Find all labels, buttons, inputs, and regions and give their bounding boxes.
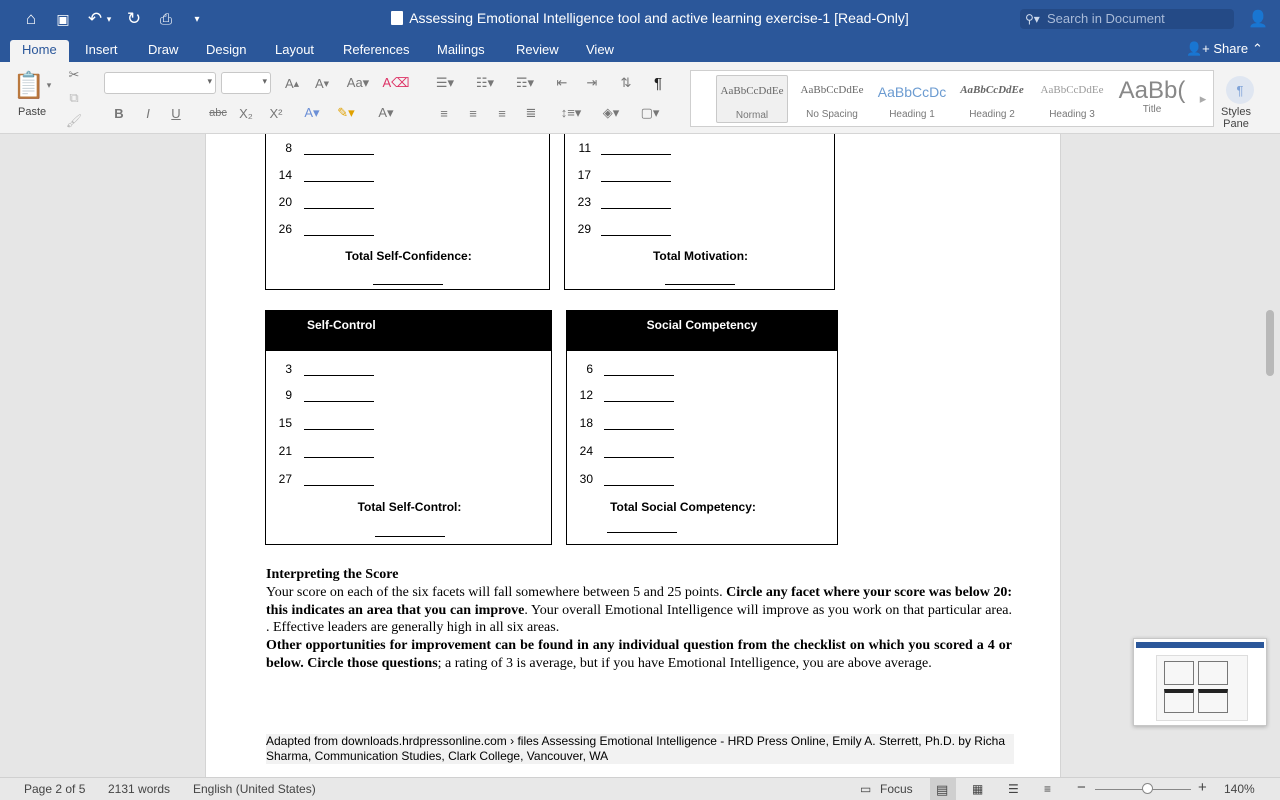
status-bar bbox=[0, 777, 1280, 800]
collapse-ribbon-icon[interactable]: ⌃ bbox=[1252, 41, 1263, 56]
question-number: 12 bbox=[579, 388, 593, 402]
text-run: . Your overall Emotional Intelligence will improve as you work on that particular area. . Effective leaders are generally high in all six areas. bbox=[266, 602, 1013, 635]
answer-line[interactable] bbox=[601, 154, 671, 155]
total-motivation-label: Total Motivation: bbox=[652, 249, 749, 263]
total-line[interactable] bbox=[375, 536, 445, 537]
answer-line[interactable] bbox=[604, 457, 674, 458]
answer-line[interactable] bbox=[601, 235, 671, 236]
style-name: Normal bbox=[735, 110, 769, 121]
self-control-header bbox=[266, 311, 551, 351]
text-run-bold: Circle any facet where your score was below 20: this indicates an area that you can improve bbox=[266, 585, 1012, 618]
customize-toolbar-icon[interactable]: ▾ bbox=[194, 13, 200, 25]
tab-home[interactable]: Home bbox=[10, 40, 69, 62]
word-count[interactable]: 2131 words bbox=[108, 782, 171, 796]
answer-line[interactable] bbox=[604, 375, 674, 376]
bullets-icon[interactable]: ☰▾ bbox=[435, 75, 455, 90]
sort-icon[interactable]: ⇅ bbox=[620, 75, 632, 90]
thumbnail-box bbox=[1198, 661, 1228, 685]
title-bar bbox=[0, 0, 1280, 38]
answer-line[interactable] bbox=[601, 181, 671, 182]
align-left-icon[interactable]: ≡ bbox=[440, 105, 448, 121]
interpreting-paragraph-1 bbox=[266, 584, 1012, 637]
line-spacing-icon[interactable]: ↕≡▾ bbox=[560, 105, 582, 120]
question-number: 17 bbox=[577, 168, 591, 182]
interpreting-heading: Interpreting the Score bbox=[266, 567, 399, 582]
social-competency-box bbox=[566, 310, 838, 545]
answer-line[interactable] bbox=[304, 235, 374, 236]
style-sample: AaBbCcDdEe bbox=[1040, 84, 1104, 96]
question-number: 9 bbox=[285, 388, 292, 402]
question-number: 14 bbox=[278, 168, 292, 182]
search-input[interactable] bbox=[1020, 9, 1234, 29]
question-number: 24 bbox=[579, 444, 593, 458]
style-sample: AaBb( bbox=[1118, 77, 1186, 103]
undo-icon[interactable]: ↶ bbox=[87, 9, 103, 28]
question-number: 29 bbox=[577, 222, 591, 236]
justify-icon[interactable]: ≣ bbox=[525, 105, 537, 120]
zoom-slider-handle[interactable] bbox=[1142, 783, 1153, 794]
question-number: 23 bbox=[577, 195, 591, 209]
highlight-icon[interactable]: ✎▾ bbox=[337, 105, 355, 120]
question-number: 11 bbox=[578, 141, 591, 155]
answer-line[interactable] bbox=[604, 401, 674, 402]
language[interactable]: English (United States) bbox=[193, 782, 316, 796]
align-right-icon[interactable]: ≡ bbox=[498, 105, 506, 121]
style-sample: AaBbCcDc bbox=[877, 84, 947, 100]
thumbnail-box bbox=[1164, 661, 1194, 685]
window-title-wrap bbox=[330, 10, 970, 26]
question-number: 6 bbox=[586, 362, 593, 376]
answer-line[interactable] bbox=[304, 181, 374, 182]
search-icon: ⚲▾ bbox=[1025, 12, 1040, 26]
focus-button[interactable]: Focus bbox=[880, 782, 913, 796]
thumbnail-box bbox=[1164, 689, 1194, 713]
text-run: Your score on each of the six facets will fall somewhere between 5 and 25 points. bbox=[266, 585, 727, 600]
zoom-out-icon[interactable]: − bbox=[1077, 779, 1086, 796]
styles-pane-icon[interactable]: ¶ bbox=[1226, 76, 1254, 104]
print-layout-glyph-icon: ▤ bbox=[936, 782, 949, 797]
self-control-title: Self-Control bbox=[307, 318, 376, 332]
change-case-icon[interactable]: Aa▾ bbox=[346, 75, 370, 90]
tab-draw[interactable]: Draw bbox=[148, 42, 179, 57]
paste-label: Paste bbox=[18, 106, 47, 118]
text-run-bold: Other opportunities for improvement can be found in any individual question from the checklist on which you scored a 4 or below. Circle those questions bbox=[266, 638, 1012, 671]
account-icon[interactable]: 👤 bbox=[1248, 11, 1268, 28]
redo-icon[interactable]: ↻ bbox=[126, 9, 142, 28]
question-number: 15 bbox=[278, 416, 292, 430]
align-center-icon[interactable]: ≡ bbox=[469, 105, 477, 121]
tab-design[interactable]: Design bbox=[206, 42, 247, 57]
style-title[interactable] bbox=[1116, 75, 1188, 123]
total-self-control-label: Total Self-Control: bbox=[357, 500, 462, 514]
increase-indent-icon[interactable]: ⇥ bbox=[586, 75, 598, 90]
text-effects-icon[interactable]: A▾ bbox=[304, 105, 320, 120]
answer-line[interactable] bbox=[601, 208, 671, 209]
answer-line[interactable] bbox=[304, 485, 374, 486]
numbering-icon[interactable]: ☷▾ bbox=[475, 75, 495, 90]
ribbon-tabs bbox=[0, 38, 1280, 62]
style-heading-2[interactable] bbox=[956, 75, 1028, 123]
motivation-box bbox=[564, 134, 835, 290]
text-run: ; a rating of 3 is average, but if you have Emotional Intelligence, you are above average. bbox=[437, 655, 932, 671]
save-icon[interactable]: ▣ bbox=[56, 10, 70, 27]
add-person-icon: 👤+ bbox=[1186, 41, 1214, 56]
print-icon[interactable]: ⎙ bbox=[159, 10, 172, 28]
total-line[interactable] bbox=[665, 284, 735, 285]
multilevel-list-icon[interactable]: ☶▾ bbox=[515, 75, 535, 90]
style-normal[interactable] bbox=[716, 75, 788, 123]
borders-icon[interactable]: ▢▾ bbox=[640, 105, 660, 120]
paste-dropdown-icon[interactable]: ▾ bbox=[46, 79, 52, 90]
window-title: Assessing Emotional Intelligence tool and active learning exercise-1 [Read-Only] bbox=[409, 10, 909, 26]
share-button[interactable] bbox=[1186, 41, 1248, 57]
question-number: 8 bbox=[285, 141, 292, 155]
ribbon bbox=[0, 62, 1280, 134]
answer-line[interactable] bbox=[604, 429, 674, 430]
document-icon bbox=[391, 11, 403, 25]
home-icon[interactable]: ⌂ bbox=[25, 9, 37, 28]
style-heading-1[interactable] bbox=[876, 75, 948, 123]
shading-icon[interactable]: ◈▾ bbox=[602, 105, 620, 120]
self-confidence-box bbox=[265, 134, 550, 290]
styles-pane-label[interactable]: Styles Pane bbox=[1221, 106, 1251, 130]
superscript-icon[interactable]: X² bbox=[269, 105, 283, 121]
font-color-icon[interactable]: A▾ bbox=[378, 105, 394, 120]
question-number: 18 bbox=[579, 416, 593, 430]
clear-formatting-icon[interactable]: A⌫ bbox=[382, 75, 410, 90]
font-size-dropdown[interactable] bbox=[221, 72, 271, 94]
answer-line[interactable] bbox=[304, 208, 374, 209]
tab-review[interactable]: Review bbox=[516, 42, 559, 57]
style-name: Heading 2 bbox=[969, 109, 1015, 120]
question-number: 27 bbox=[278, 472, 292, 486]
answer-line[interactable] bbox=[304, 457, 374, 458]
question-number: 26 bbox=[278, 222, 292, 236]
answer-line[interactable] bbox=[304, 401, 374, 402]
styles-gallery bbox=[690, 70, 1214, 127]
page-count[interactable]: Page 2 of 5 bbox=[24, 782, 86, 796]
tab-insert[interactable]: Insert bbox=[85, 42, 118, 57]
self-control-box bbox=[265, 310, 552, 545]
interpreting-paragraph-2 bbox=[266, 637, 1012, 672]
italic-icon[interactable]: I bbox=[146, 105, 150, 121]
thumbnail-titlebar bbox=[1136, 642, 1264, 648]
show-formatting-marks-icon[interactable]: ¶ bbox=[653, 74, 663, 92]
tab-layout[interactable]: Layout bbox=[275, 42, 315, 57]
question-number: 30 bbox=[579, 472, 593, 486]
styles-more-icon[interactable]: ▸ bbox=[1199, 91, 1207, 106]
thumbnail-box bbox=[1198, 689, 1228, 713]
copy-icon[interactable]: ⧉ bbox=[69, 90, 79, 105]
style-no-spacing[interactable] bbox=[796, 75, 868, 123]
decrease-indent-icon[interactable]: ⇤ bbox=[556, 75, 568, 90]
paste-icon[interactable]: 📋 bbox=[12, 69, 46, 100]
tab-view[interactable]: View bbox=[586, 42, 614, 57]
format-painter-icon[interactable]: 🖌 bbox=[65, 113, 83, 128]
social-competency-header bbox=[567, 311, 837, 351]
total-line[interactable] bbox=[607, 532, 677, 533]
focus-icon[interactable]: ▭ bbox=[860, 782, 872, 796]
page-thumbnail-preview[interactable] bbox=[1133, 638, 1267, 726]
social-competency-title: Social Competency bbox=[646, 318, 758, 332]
answer-line[interactable] bbox=[304, 429, 374, 430]
style-name: Title bbox=[1142, 104, 1162, 115]
undo-dropdown-icon[interactable]: ▾ bbox=[106, 13, 112, 24]
question-number: 21 bbox=[278, 444, 292, 458]
answer-line[interactable] bbox=[304, 375, 374, 376]
zoom-in-icon[interactable]: + bbox=[1198, 779, 1207, 796]
style-heading-3[interactable] bbox=[1036, 75, 1108, 123]
font-name-dropdown[interactable] bbox=[104, 72, 216, 94]
search-placeholder: Search in Document bbox=[1047, 11, 1165, 26]
cut-icon[interactable]: ✂ bbox=[68, 67, 80, 82]
style-name: No Spacing bbox=[806, 109, 858, 120]
subscript-icon[interactable]: X₂ bbox=[239, 105, 253, 121]
tab-mailings[interactable]: Mailings bbox=[437, 42, 485, 57]
share-label: Share bbox=[1213, 41, 1249, 56]
source-footnote: Adapted from downloads.hrdpressonline.com › files Assessing Emotional Intelligence - HRD Press Online, Emily A. Sterrett, Ph.D. by Richa Sharma, Communication Studies, Clark College, Vancouver, WA bbox=[266, 734, 1014, 764]
zoom-level[interactable]: 140% bbox=[1224, 782, 1255, 796]
answer-line[interactable] bbox=[604, 485, 674, 486]
underline-icon[interactable]: U bbox=[171, 105, 181, 121]
total-self-confidence-label: Total Self-Confidence: bbox=[345, 249, 472, 263]
question-number: 20 bbox=[278, 195, 292, 209]
total-social-competency-label: Total Social Competency: bbox=[610, 500, 756, 514]
draft-view-icon[interactable]: ≡ bbox=[1044, 782, 1052, 796]
tab-references[interactable]: References bbox=[343, 42, 410, 57]
answer-line[interactable] bbox=[304, 154, 374, 155]
bold-icon[interactable]: B bbox=[114, 105, 124, 121]
document-area bbox=[0, 134, 1280, 777]
grow-font-icon[interactable]: A ▴ bbox=[284, 75, 300, 91]
question-number: 3 bbox=[285, 362, 292, 376]
vertical-scrollbar[interactable] bbox=[1266, 310, 1274, 376]
web-layout-view-icon[interactable]: ▦ bbox=[972, 782, 984, 796]
style-sample: AaBbCcDdEe bbox=[800, 84, 864, 96]
style-sample: AaBbCcDdEe bbox=[960, 84, 1024, 96]
strikethrough-icon[interactable]: abc bbox=[209, 107, 227, 119]
total-line[interactable] bbox=[373, 284, 443, 285]
outline-view-icon[interactable]: ☰ bbox=[1008, 782, 1019, 796]
shrink-font-icon[interactable]: A ▾ bbox=[314, 75, 330, 91]
style-name: Heading 3 bbox=[1049, 109, 1095, 120]
style-name: Heading 1 bbox=[889, 109, 935, 120]
style-sample: AaBbCcDdEe bbox=[720, 85, 784, 97]
